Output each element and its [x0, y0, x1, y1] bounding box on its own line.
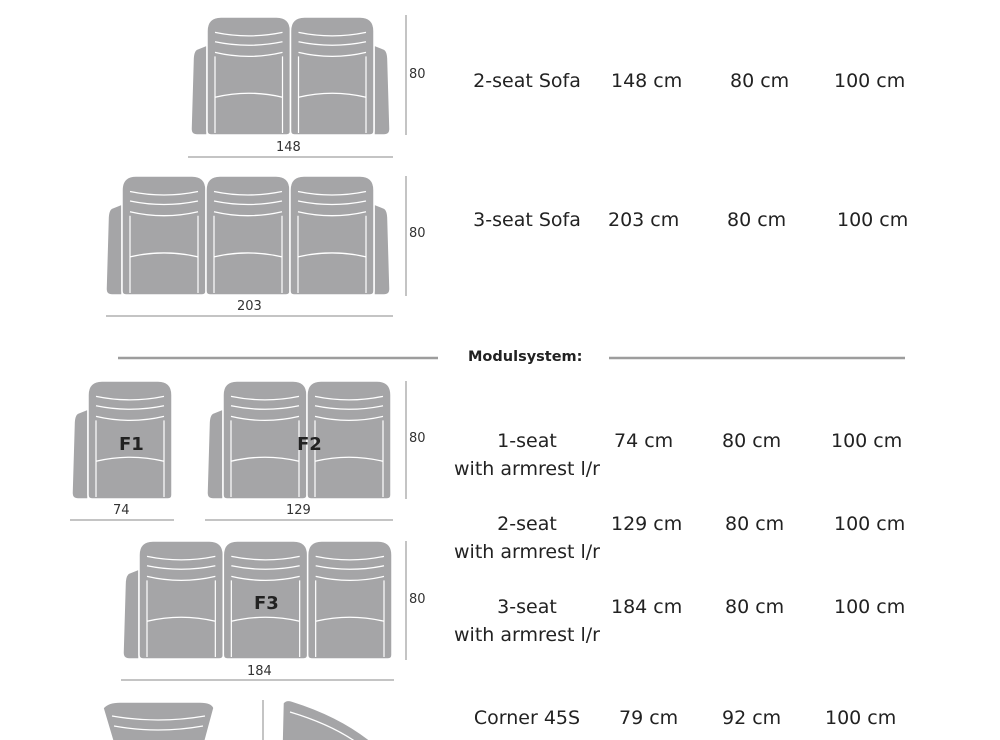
f3-code-label: F3	[254, 593, 279, 614]
product-depth: 100 cm	[834, 596, 906, 618]
product-height: 80 cm	[725, 596, 785, 618]
f2-width-label: 129	[286, 503, 311, 518]
seat-section	[290, 176, 374, 295]
product-width: 74 cm	[614, 430, 674, 452]
seat-body	[291, 17, 375, 135]
right-armrest	[374, 204, 390, 295]
seat-body	[290, 176, 374, 295]
product-height: 80 cm	[730, 70, 790, 92]
sofa-3-seat-drawing	[106, 176, 390, 295]
left-armrest	[106, 204, 122, 295]
left-armrest	[191, 45, 207, 135]
product-width: 148 cm	[611, 70, 683, 92]
f3-height-label: 80	[409, 592, 426, 607]
sofa2-height-label: 80	[409, 67, 426, 82]
sofa3-height-label: 80	[409, 226, 426, 241]
right-armrest	[374, 45, 390, 135]
seat-body	[207, 17, 291, 135]
seat-section	[206, 176, 290, 295]
seat-section	[207, 17, 291, 135]
product-height: 80 cm	[725, 513, 785, 535]
product-name-line2: with armrest l/r	[454, 541, 600, 563]
product-depth: 100 cm	[831, 430, 903, 452]
corner-seat-angled	[282, 700, 372, 740]
sofa3-width-label: 203	[237, 299, 262, 314]
left-armrest	[207, 409, 223, 499]
f1-code-label: F1	[119, 434, 144, 455]
seat-body	[223, 381, 307, 499]
corner-45s-drawing	[103, 700, 372, 740]
f1-width-label: 74	[113, 503, 130, 518]
product-name: 2-seat Sofa	[473, 70, 581, 92]
corner-seat-front	[103, 702, 214, 740]
seat-section	[308, 541, 392, 659]
seat-body	[139, 541, 223, 659]
left-armrest	[72, 409, 88, 499]
f2-code-label: F2	[297, 434, 322, 455]
product-name: 3-seat Sofa	[473, 209, 581, 231]
product-height: 80 cm	[727, 209, 787, 231]
seat-body	[122, 176, 206, 295]
f3-width-label: 184	[247, 664, 272, 679]
sofa2-width-label: 148	[276, 140, 301, 155]
product-depth: 100 cm	[834, 70, 906, 92]
seat-section	[139, 541, 223, 659]
seat-body	[308, 541, 392, 659]
product-name-line2: with armrest l/r	[454, 458, 600, 480]
seat-section	[291, 17, 375, 135]
f2-height-label: 80	[409, 431, 426, 446]
product-width: 184 cm	[611, 596, 683, 618]
product-depth: 100 cm	[834, 513, 906, 535]
product-height: 80 cm	[722, 430, 782, 452]
product-depth: 100 cm	[825, 707, 897, 729]
product-width: 129 cm	[611, 513, 683, 535]
seat-section	[122, 176, 206, 295]
section-title: Modulsystem:	[468, 349, 583, 365]
left-armrest	[123, 569, 139, 659]
product-depth: 100 cm	[837, 209, 909, 231]
product-name-line2: with armrest l/r	[454, 624, 600, 646]
product-name: 2-seat	[497, 513, 557, 535]
product-height: 92 cm	[722, 707, 782, 729]
sofa-2-seat-drawing	[191, 17, 390, 135]
product-name: Corner 45S	[473, 707, 581, 729]
product-name: 3-seat	[497, 596, 557, 618]
product-width: 79 cm	[619, 707, 679, 729]
product-width: 203 cm	[608, 209, 680, 231]
product-name: 1-seat	[497, 430, 557, 452]
seat-body	[206, 176, 290, 295]
seat-section	[223, 381, 307, 499]
